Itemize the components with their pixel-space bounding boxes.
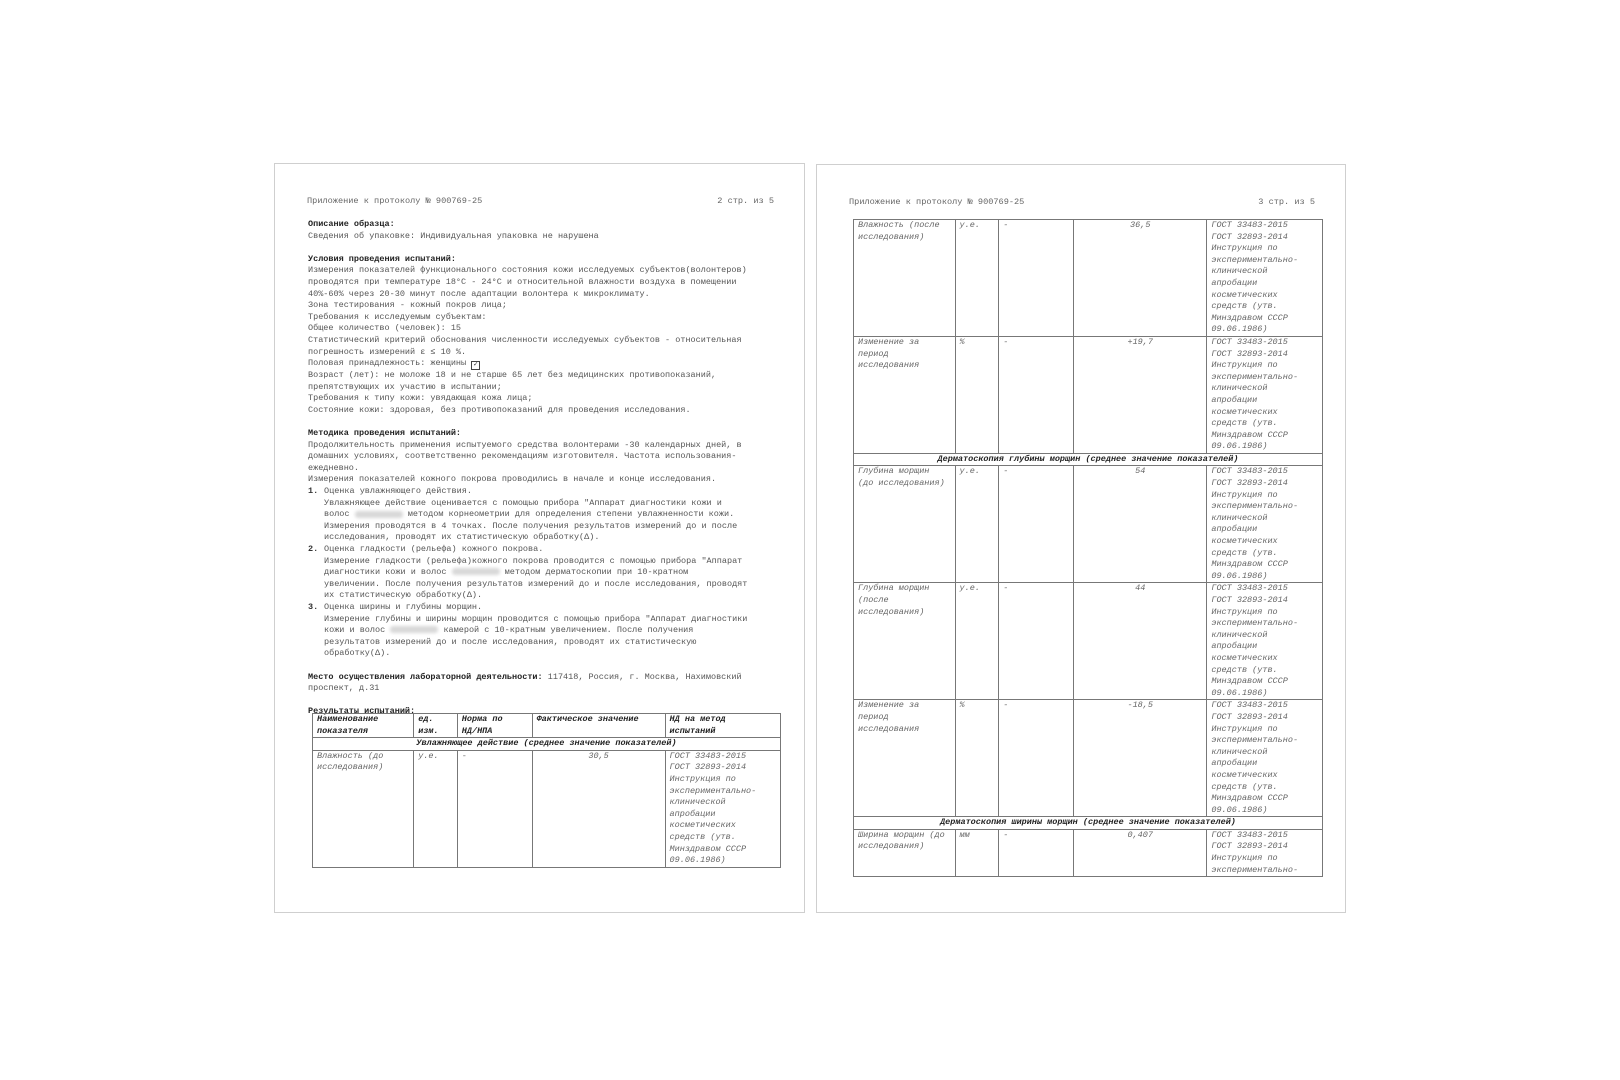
- redacted-device-name: [452, 568, 500, 575]
- cell-norm: -: [999, 220, 1074, 337]
- cell-name: Изменение за период исследования: [854, 336, 956, 453]
- page-header-protocol: Приложение к протоколу № 900769-25: [307, 196, 483, 206]
- gender-text: Половая принадлежность: женщины: [308, 358, 467, 369]
- cell-method: ГОСТ 33483-2015 ГОСТ 32893-2014 Инструкция по экспериментально- клинической апробации косметических средств (утв. Минздравом СССР 09.06.1986): [1207, 466, 1323, 583]
- method-line: Измерения показателей кожного покрова проводились в начале и конце исследования.: [308, 474, 717, 485]
- method-item-line: Измерение глубины и ширины морщин проводится с помощью прибора "Аппарат диагностики: [324, 613, 748, 624]
- section-title: Дерматоскопия глубины морщин (среднее значение показателей): [854, 453, 1323, 466]
- method-item-line: Измерения проводятся в 4 точках. После получения результатов измерений до и после: [324, 520, 738, 531]
- table-section-row: [313, 738, 781, 751]
- cell-unit: %: [955, 700, 999, 817]
- cell-value: -18,5: [1074, 700, 1207, 817]
- results-table: [312, 713, 781, 868]
- cell-value: 36,5: [1074, 220, 1207, 337]
- method-item-line: обработку(Δ).: [324, 648, 391, 659]
- conditions-line: Требования к исследуемым субъектам:: [308, 311, 487, 322]
- method-item-line: исследования, проводят их статистическую обработку(Δ).: [324, 532, 600, 543]
- conditions-line: проводятся при температуре 18°С - 24°С и относительной влажности воздуха в помещении: [308, 276, 737, 287]
- cell-value: 30,5: [532, 750, 665, 867]
- checkbox-checked-icon: ✓: [471, 361, 480, 370]
- conditions-line: 40%-60% через 20-30 минут после адаптации волонтера к микроклимату.: [308, 288, 650, 299]
- cell-value: 0,407: [1074, 829, 1207, 876]
- document-page-3: [816, 164, 1346, 913]
- section-title: Дерматоскопия ширины морщин (среднее значение показателей): [854, 817, 1323, 830]
- cell-value: +19,7: [1074, 336, 1207, 453]
- table-section-row: [854, 453, 1323, 466]
- page-number: 3 стр. из 5: [1258, 197, 1315, 207]
- cell-norm: -: [457, 750, 532, 867]
- cell-unit: %: [955, 336, 999, 453]
- cell-method: ГОСТ 33483-2015 ГОСТ 32893-2014 Инструкция по экспериментально- клинической апробации косметических средств (утв. Минздравом СССР 09.06.1986): [1207, 583, 1323, 700]
- cell-unit: у.е.: [955, 466, 999, 583]
- table-header-row: [313, 714, 781, 738]
- column-header-norm: Норма по НД/НПА: [457, 714, 532, 738]
- method-item-title: 1. Оценка увлажняющего действия.: [308, 486, 472, 497]
- cell-method: ГОСТ 33483-2015 ГОСТ 32893-2014 Инструкция по экспериментально- клинической апробации косметических средств (утв. Минздравом СССР 09.06.1986): [1207, 220, 1323, 337]
- column-header-value: Фактическое значение: [532, 714, 665, 738]
- cell-unit: мм: [955, 829, 999, 876]
- cell-norm: -: [999, 466, 1074, 583]
- cell-method: ГОСТ 33483-2015 ГОСТ 32893-2014 Инструкция по экспериментально- клинической апробации косметических средств (утв. Минздравом СССР 09.06.1986): [1207, 336, 1323, 453]
- method-item-line: Измерение гладкости (рельефа)кожного покрова проводится с помощью прибора "Аппарат: [324, 555, 743, 566]
- column-header-name: Наименование показателя: [313, 714, 414, 738]
- gender-line: [308, 358, 778, 370]
- cell-name: Глубина морщин (до исследования): [854, 466, 956, 583]
- method-item-title: 2. Оценка гладкости (рельефа) кожного покрова.: [308, 544, 544, 555]
- cell-name: Глубина морщин (после исследования): [854, 583, 956, 700]
- cell-norm: -: [999, 700, 1074, 817]
- method-item-line: волос методом корнеометрии для определения степени увлажненности кожи.: [324, 509, 735, 520]
- results-heading: Результаты испытаний:: [308, 706, 416, 717]
- table-row: [854, 220, 1323, 337]
- table-row: [854, 829, 1323, 876]
- conditions-line: Состояние кожи: здоровая, без противопоказаний для проведения исследования.: [308, 404, 691, 415]
- method-item-line: Увлажняющее действие оценивается с помощью прибора "Аппарат диагностики кожи и: [324, 497, 722, 508]
- location-line: проспект, д.31: [308, 683, 380, 694]
- table-row: [854, 700, 1323, 817]
- sample-text: Сведения об упаковке: Индивидуальная упаковка не нарушена: [308, 230, 599, 241]
- cell-unit: у.е.: [955, 583, 999, 700]
- document-page-2: [274, 163, 805, 913]
- cell-norm: -: [999, 583, 1074, 700]
- table-row: [854, 336, 1323, 453]
- table-section-row: [854, 817, 1323, 830]
- conditions-line: Измерения показателей функционального состояния кожи исследуемых субъектов(волонтеров): [308, 265, 747, 276]
- cell-norm: -: [999, 829, 1074, 876]
- conditions-line: препятствующих их участию в испытании;: [308, 381, 502, 392]
- cell-value: 44: [1074, 583, 1207, 700]
- cell-method: ГОСТ 33483-2015 ГОСТ 32893-2014 Инструкция по экспериментально- клинической апробации косметических средств (утв. Минздравом СССР 09.06.1986): [665, 750, 780, 867]
- column-header-unit: ед. изм.: [414, 714, 458, 738]
- method-item-line: кожи и волос камерой с 10-кратным увеличением. После получения: [324, 625, 694, 636]
- method-item-line: результатов измерений до и после исследования, проводят их статистическую: [324, 636, 697, 647]
- method-item-title: 3. Оценка ширины и глубины морщин.: [308, 602, 483, 612]
- column-header-method: НД на метод испытаний: [665, 714, 780, 738]
- page-content: [308, 219, 778, 718]
- cell-method: ГОСТ 33483-2015 ГОСТ 32893-2014 Инструкция по экспериментально-: [1207, 829, 1323, 876]
- method-line: ежедневно.: [308, 462, 360, 473]
- method-item-line: увеличении. После получения результатов измерений до и после исследования, проводят: [324, 578, 748, 589]
- cell-name: Изменение за период исследования: [854, 700, 956, 817]
- redacted-device-name: [390, 626, 438, 633]
- conditions-line: Возраст (лет): не моложе 18 и не старше 65 лет без медицинских противопоказаний,: [308, 370, 717, 381]
- cell-method: ГОСТ 33483-2015 ГОСТ 32893-2014 Инструкция по экспериментально- клинической апробации косметических средств (утв. Минздравом СССР 09.06.1986): [1207, 700, 1323, 817]
- cell-value: 54: [1074, 466, 1207, 583]
- location-line: [308, 672, 778, 684]
- results-table-continued: [853, 219, 1323, 877]
- table-row: [854, 583, 1323, 700]
- conditions-line: Требования к типу кожи: увядающая кожа лица;: [308, 393, 533, 404]
- cell-unit: у.е.: [955, 220, 999, 337]
- conditions-line: погрешность измерений ε ≤ 10 %.: [308, 346, 467, 357]
- method-item-line: диагностики кожи и волос методом дерматоскопии при 10-кратном: [324, 567, 689, 578]
- sample-heading: Описание образца:: [308, 219, 395, 229]
- table-row: [854, 466, 1323, 583]
- table-row: [313, 750, 781, 867]
- cell-norm: -: [999, 336, 1074, 453]
- conditions-heading: Условия проведения испытаний:: [308, 253, 456, 264]
- redacted-device-name: [355, 511, 403, 518]
- conditions-line: Общее количество (человек): 15: [308, 323, 462, 334]
- cell-name: Ширина морщин (до исследования): [854, 829, 956, 876]
- method-heading: Методика проведения испытаний:: [308, 428, 462, 439]
- page-number: 2 стр. из 5: [717, 196, 774, 206]
- method-line: домашних условиях, соответственно рекомендациям изготовителя. Частота использования-: [308, 451, 737, 462]
- conditions-line: Зона тестирования - кожный покров лица;: [308, 300, 507, 311]
- cell-name: Влажность (до исследования): [313, 750, 414, 867]
- cell-unit: у.е.: [414, 750, 458, 867]
- location-heading: Место осуществления лабораторной деятельности:: [308, 671, 543, 682]
- conditions-line: Статистический критерий обоснования численности исследуемых субъектов - относительная: [308, 334, 742, 345]
- cell-name: Влажность (после исследования): [854, 220, 956, 337]
- method-item-line: их статистическую обработку(Δ).: [324, 590, 483, 601]
- section-title: Увлажняющее действие (среднее значение показателей): [313, 738, 781, 751]
- method-line: Продолжительность применения испытуемого средства волонтерами -30 календарных дней, в: [308, 439, 742, 450]
- location-text: 117418, Россия, г. Москва, Нахимовский: [547, 671, 742, 682]
- page-header-protocol: Приложение к протоколу № 900769-25: [849, 197, 1025, 207]
